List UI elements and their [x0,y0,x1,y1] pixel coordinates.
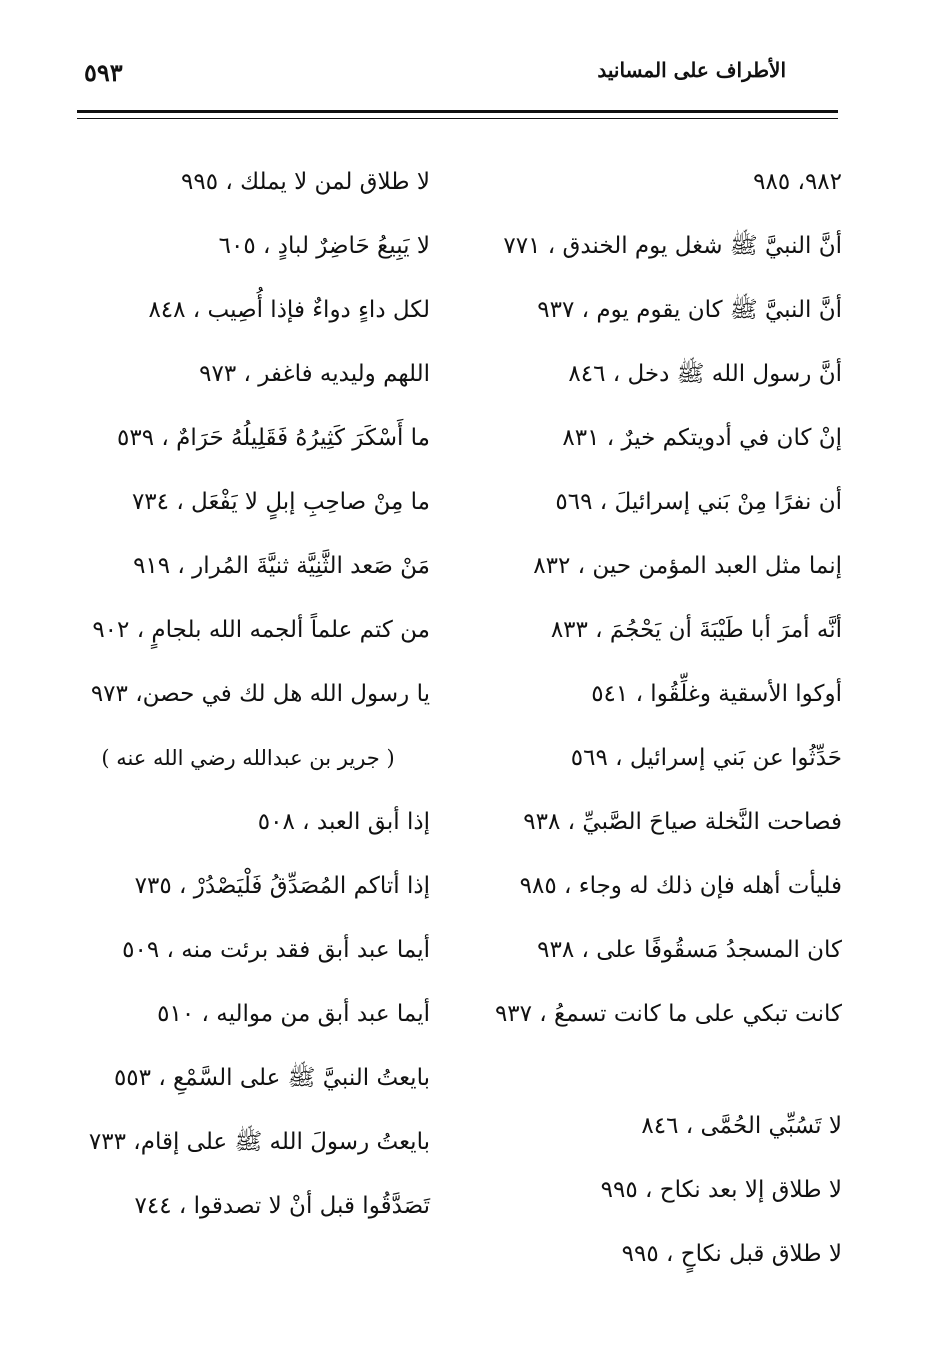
index-entry: ما مِنْ صاحِبِ إبلٍ لا يَفْعَل ، ٧٣٤ [131,489,430,515]
index-entry: أوكوا الأسقية وغلِّقُوا ، ٥٤١ [591,681,842,707]
right-column [492,150,842,1286]
index-entry: أنَّه أمرَ أبا طَيْبَةَ أن يَحْجُمَ ، ٨٣٣ [550,617,842,643]
index-entry: إنما مثل العبد المؤمن حين ، ٨٣٢ [533,553,842,579]
index-entry: بايعتُ النبيَّ ﷺ على السَّمْعِ ، ٥٥٣ [113,1065,430,1091]
index-entry: فليأت أهله فإن ذلك له وجاء ، ٩٨٥ [519,873,842,899]
index-entry: لا طلاق إلا بعد نكاح ، ٩٩٥ [600,1177,842,1203]
index-entry: لا تَسُبِّي الحُمَّى ، ٨٤٦ [641,1113,842,1139]
index-entry: حَدِّثُوا عن بَني إسرائيل ، ٥٦٩ [570,745,842,771]
running-title: الأطراف على المسانيد [597,58,786,82]
index-entry: أيما عبد أبق من مواليه ، ٥١٠ [157,1001,430,1027]
index-entry: أنَّ النبيَّ ﷺ كان يقوم يوم ، ٩٣٧ [537,297,842,323]
index-entry: أنَّ النبيَّ ﷺ شغل يوم الخندق ، ٧٧١ [503,233,842,259]
index-entry: من كتم علماً ألجمه الله بلجامٍ ، ٩٠٢ [92,617,430,643]
index-entry: لا طلاق قبل نكاحٍ ، ٩٩٥ [621,1241,842,1267]
index-entry: إنْ كان في أدويتكم خيرٌ ، ٨٣١ [562,425,842,451]
section-heading: ( جرير بن عبدالله رضي الله عنه ) [101,746,395,770]
index-entry: إذا أبق العبد ، ٥٠٨ [257,809,430,835]
index-entry: ٩٨٢، ٩٨٥ [753,169,842,195]
index-entry: أيما عبد أبق فقد برئت منه ، ٥٠٩ [122,937,430,963]
index-entry: مَنْ صَعد الثَّنِيَّة ثنيَّةَ المُرار ، ٩١٩ [133,553,430,579]
index-entry: لا طلاق لمن لا يملك ، ٩٩٥ [181,169,430,195]
index-entry: أن نفرًا مِنْ بَني إسرائيلَ ، ٥٦٩ [555,489,842,515]
page-header [78,46,838,96]
index-entry: بايعتُ رسولَ الله ﷺ على إقام، ٧٣٣ [88,1129,430,1155]
index-entry: كانت تبكي على ما كانت تسمعُ ، ٩٣٧ [494,1001,842,1027]
page-number: ٥٩٣ [84,58,123,87]
index-entry: كان المسجدُ مَسقُوفًا على ، ٩٣٨ [537,937,842,963]
index-entry: فصاحت النَّخلة صياحَ الصَّبيِّ ، ٩٣٨ [523,809,842,835]
index-entry: تَصَدَّقُوا قبل أنْ لا تصدقوا ، ٧٤٤ [134,1193,430,1219]
index-entry: أنَّ رسول الله ﷺ دخل ، ٨٤٦ [568,361,842,387]
index-entry: اللهم وليديه فاغفر ، ٩٧٣ [199,361,430,387]
left-column [80,150,430,1238]
index-entry: ما أَسْكَرَ كَثِيرُهُ فَقَلِيلُهُ حَرَامٌ ، ٥٣٩ [117,425,430,451]
index-entry: لكل داءٍ دواءٌ فإذا أُصِيب ، ٨٤٨ [148,297,430,323]
index-entry: لا يَبِيعُ حَاضِرٌ لبادٍ ، ٦٠٥ [218,233,430,259]
header-rule-thick [77,110,838,113]
header-rule-thin [77,118,838,119]
index-entry: إذا أتاكم المُصَدِّقُ فَلْيَصْدُرْ ، ٧٣٥ [134,873,430,899]
index-entry: يا رسول الله هل لك في حصن، ٩٧٣ [90,681,430,707]
